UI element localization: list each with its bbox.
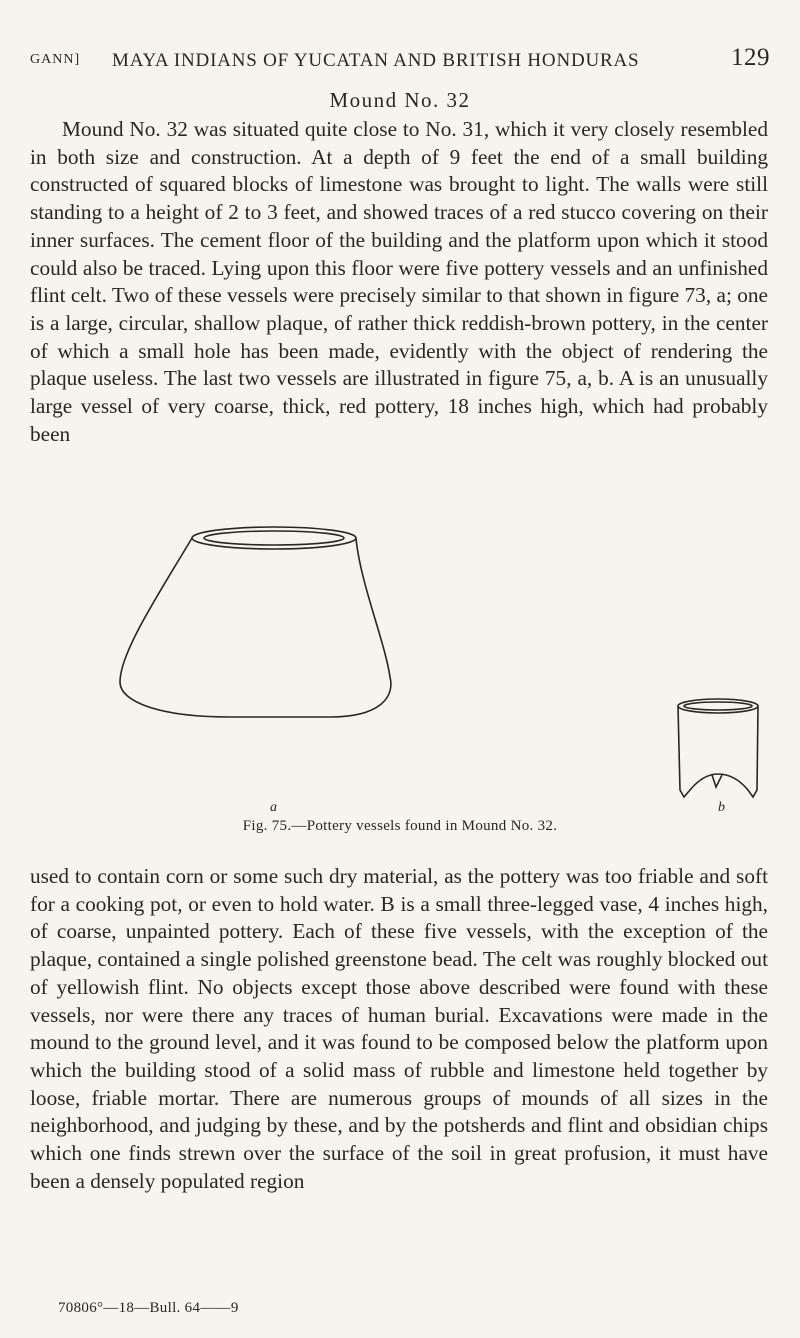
figure-label-b: b (718, 800, 725, 815)
paragraph-1: Mound No. 32 was situated quite close to No. 31, which it very closely resembled in both size and construction. At a depth of 9 feet the end of a small building constructed of squared blocks of limestone was brought to light. The walls were still standing to a height of 2 to 3 feet, and showed traces of a red stucco covering on their inner surfaces. The cement floor of the building and the platform upon which it stood could also be traced. Lying upon this floor were five pottery vessels and an unfinished flint celt. Two of these vessels were precisely similar to that shown in figure 73, a; one is a large, circular, shallow plaque, of rather thick reddish-brown pottery, in the center of which a small hole has been made, evidently with the object of rendering the plaque useless. The last two vessels are illustrated in figure 75, a, b. A is an unusually large vessel of very coarse, thick, red pottery, 18 inches high, which had probably been (30, 117, 768, 446)
header-title: MAYA INDIANS OF YUCATAN AND BRITISH HONDURAS (112, 50, 640, 71)
vessel-b-drawing (678, 699, 758, 797)
page-number: 129 (731, 44, 770, 71)
figure-label-a: a (270, 800, 277, 815)
printer-footer: 70806°—18—Bull. 64——9 (58, 1300, 239, 1316)
vessel-b-rim-inner (684, 702, 752, 710)
running-header (30, 44, 770, 78)
vessel-a-rim-inner (204, 531, 344, 545)
header-author: GANN] (30, 52, 81, 67)
vessel-a-drawing (120, 527, 391, 717)
paragraph-2: used to contain corn or some such dry material, as the pottery was too friable and soft for a cooking pot, or even to hold water. B is a small three-legged vase, 4 inches high, of coarse, unpainted pottery. Each of these five vessels, with the exception of the plaque, contained a single polished greenstone bead. The celt was roughly blocked out of yellowish flint. No objects except those above described were found with these vessels, nor were there any traces of human burial. Excavations were made in the mound to the ground level, and it was found to be composed below the platform upon which the building stood of a solid mass of rubble and limestone held together by loose, friable mortar. There are numerous groups of mounds of all sizes in the neighborhood, and judging by these, and by the potsherds and flint and obsidian chips which one finds strewn over the surface of the soil in great profusion, it must have been a densely populated region (30, 864, 768, 1193)
figure-caption: Fig. 75.—Pottery vessels found in Mound No. 32. (242, 818, 558, 834)
figure-75 (0, 512, 800, 842)
vessel-a-body (120, 538, 391, 717)
section-title: Mound No. 32 (329, 88, 471, 112)
vessel-b-leg (712, 775, 722, 787)
figure-drawing (0, 512, 800, 822)
vessel-b-rim (678, 699, 758, 713)
